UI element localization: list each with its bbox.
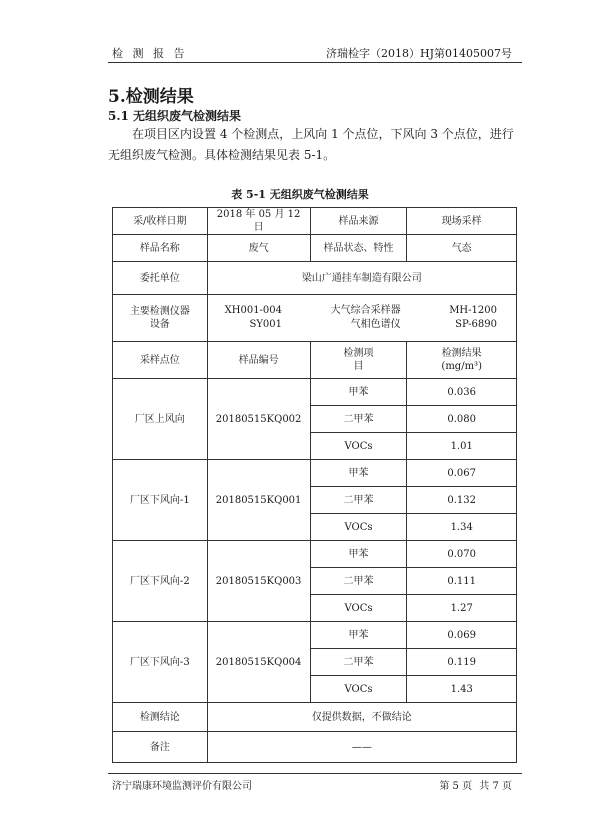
table-row	[113, 622, 517, 649]
sample-number: 20180515KQ001	[207, 460, 310, 541]
test-item: 甲苯	[310, 541, 407, 568]
table-row	[113, 235, 517, 262]
test-result: 1.27	[407, 595, 517, 622]
table-row	[113, 379, 517, 406]
footer-divider	[108, 773, 522, 774]
sample-state-label: 样品状态、特性	[310, 235, 407, 262]
test-item: 甲苯	[310, 460, 407, 487]
client-value: 梁山广通挂车制造有限公司	[207, 262, 516, 295]
table-row	[113, 460, 517, 487]
sample-number: 20180515KQ004	[207, 622, 310, 703]
table-row	[113, 208, 517, 235]
col-header-point: 采样点位	[113, 342, 208, 379]
date-value: 2018 年 05 月 12 日	[207, 208, 310, 235]
conclusion-value: 仅提供数据，不做结论	[207, 703, 516, 732]
test-result: 0.132	[407, 487, 517, 514]
test-item: 二甲苯	[310, 649, 407, 676]
results-table	[112, 207, 517, 763]
test-result: 1.43	[407, 676, 517, 703]
section-title: 5.检测结果	[108, 87, 194, 107]
subsection-title: 5.1 无组织废气检测结果	[108, 109, 242, 123]
sampling-point: 厂区下风向-3	[113, 622, 208, 703]
instrument-model: SP-6890	[455, 319, 497, 330]
header-divider	[108, 62, 522, 63]
report-type-label: 检 测 报 告	[112, 47, 188, 60]
test-item: VOCs	[310, 433, 407, 460]
test-result: 0.111	[407, 568, 517, 595]
test-item: 二甲苯	[310, 406, 407, 433]
instrument-list	[207, 295, 516, 342]
table-row	[113, 262, 517, 295]
col-header-sample-no: 样品编号	[207, 342, 310, 379]
instrument-name: 大气综合采样器	[330, 305, 401, 316]
page-indicator	[435, 777, 512, 792]
test-result: 0.036	[407, 379, 517, 406]
test-item: VOCs	[310, 676, 407, 703]
sample-number: 20180515KQ002	[207, 379, 310, 460]
instrument-id: XH001-004	[224, 305, 283, 316]
instrument-id: SY001	[249, 319, 283, 330]
footer-company: 济宁瑞康环境监测评价有限公司	[112, 781, 252, 792]
test-item: VOCs	[310, 514, 407, 541]
test-result: 1.34	[407, 514, 517, 541]
intro-paragraph: 在项目区内设置 4 个检测点，上风向 1 个点位，下风向 3 个点位，进行无组织废气检测。具体检测结果见表 5-1。	[108, 127, 514, 162]
date-label: 采/收样日期	[113, 208, 208, 235]
test-result: 0.067	[407, 460, 517, 487]
current-page: 第 5 页	[439, 781, 473, 792]
client-label: 委托单位	[113, 262, 208, 295]
instrument-name: 气相色谱仪	[350, 319, 401, 330]
test-result: 0.069	[407, 622, 517, 649]
sample-state-value: 气态	[407, 235, 517, 262]
source-value: 现场采样	[407, 208, 517, 235]
conclusion-label: 检测结论	[113, 703, 208, 732]
test-result: 1.01	[407, 433, 517, 460]
sampling-point: 厂区下风向-2	[113, 541, 208, 622]
remark-value: ——	[207, 732, 516, 763]
total-pages: 共 7 页	[479, 781, 512, 792]
sampling-point: 厂区下风向-1	[113, 460, 208, 541]
test-item: VOCs	[310, 595, 407, 622]
test-result: 0.080	[407, 406, 517, 433]
instrument-row	[211, 304, 513, 332]
test-item: 甲苯	[310, 379, 407, 406]
source-label: 样品来源	[310, 208, 407, 235]
col-header-result-label: 检测结果	[441, 348, 482, 359]
sample-number: 20180515KQ003	[207, 541, 310, 622]
table-row	[113, 732, 517, 763]
test-item: 甲苯	[310, 622, 407, 649]
table-row	[113, 295, 517, 342]
sampling-point: 厂区上风向	[113, 379, 208, 460]
table-header-row	[113, 342, 517, 379]
sample-name-label: 样品名称	[113, 235, 208, 262]
instrument-model: MH-1200	[449, 305, 497, 316]
test-result: 0.070	[407, 541, 517, 568]
test-item: 二甲苯	[310, 568, 407, 595]
col-header-item: 检测项目	[310, 342, 407, 379]
table-row	[113, 541, 517, 568]
instrument-label: 主要检测仪器设备	[113, 295, 208, 342]
table-row	[113, 703, 517, 732]
sample-name-value: 废气	[207, 235, 310, 262]
table-caption: 表 5-1 无组织废气检测结果	[231, 188, 369, 201]
col-header-result-unit: (mg/m³)	[441, 361, 482, 372]
test-item: 二甲苯	[310, 487, 407, 514]
remark-label: 备注	[113, 732, 208, 763]
report-number: 济瑞检字（2018）HJ第01405007号	[326, 47, 512, 60]
col-header-result	[407, 342, 517, 379]
test-result: 0.119	[407, 649, 517, 676]
